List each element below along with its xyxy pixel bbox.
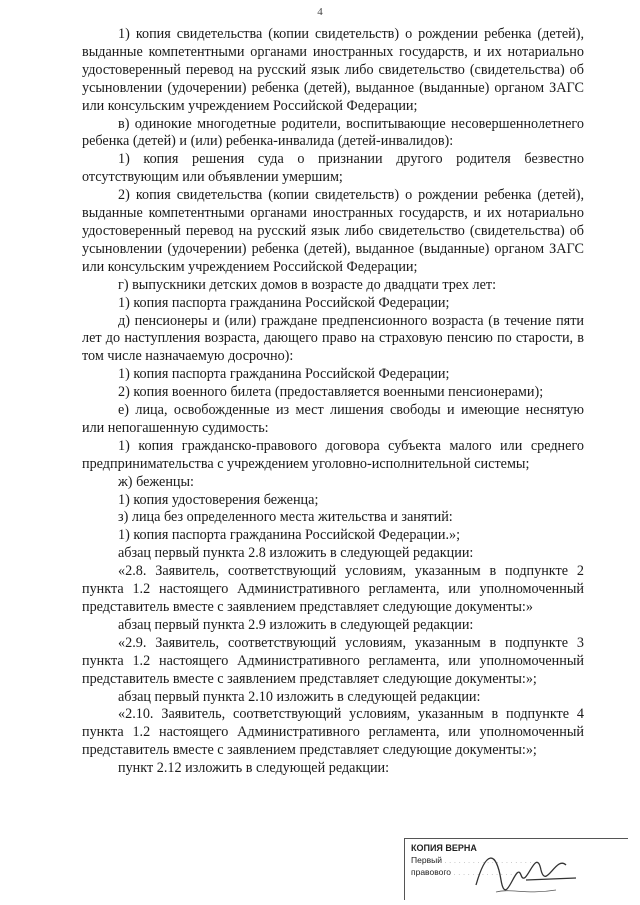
paragraph: в) одинокие многодетные родители, воспитывающие несовершеннолетнего ребенка (детей) и (или) ребенка-инвалида (детей-инвалидов): bbox=[82, 115, 584, 150]
paragraph: пункт 2.12 изложить в следующей редакции: bbox=[118, 760, 390, 777]
paragraph: «2.9. Заявитель, соответствующий условиям, указанным в подпункте 3 пункта 1.2 настоящего Административного регламента, или уполномоченный представитель вместе с заявлением представляет следующие документы:»; bbox=[82, 634, 584, 687]
paragraph: 1) копия паспорта гражданина Российской Федерации.»; bbox=[118, 527, 461, 544]
paragraph: абзац первый пункта 2.10 изложить в следующей редакции: bbox=[118, 688, 481, 705]
paragraph: 1) копия гражданско-правового договора субъекта малого или среднего предпринимательства с учреждением уголовно-исполнительной системы; bbox=[82, 437, 584, 472]
paragraph: 2) копия военного билета (предоставляется военными пенсионерами); bbox=[118, 384, 544, 401]
paragraph: г) выпускники детских домов в возрасте до двадцати трех лет: bbox=[118, 276, 497, 293]
stamp-line-1: Первый . . . . . . . . . . . . . . . . . . . bbox=[411, 855, 532, 865]
paragraph: 1) копия решения суда о признании другого родителя безвестно отсутствующим или объявлении умершим; bbox=[82, 151, 584, 186]
paragraph: 2) копия свидетельства (копии свидетельств) о рождении ребенка (детей), выданные компетентными органами иностранных государств, и их нотариально удостоверенный перевод на русский язык либо свидетельство (свидетельства) об усыновлении (удочерении) ребенка (детей), выданное (выданные) органом ЗАГС или консульским учреждением Российской Федерации; bbox=[82, 187, 584, 275]
paragraph: 1) копия паспорта гражданина Российской Федерации; bbox=[118, 294, 450, 311]
handwritten-signature bbox=[466, 840, 586, 900]
paragraph: 1) копия удостоверения беженца; bbox=[118, 491, 319, 508]
paragraph: ж) беженцы: bbox=[118, 473, 194, 490]
stamp-line-2: правового . . . . . . . . . . . . . . . bbox=[411, 867, 522, 877]
page-number: 4 bbox=[317, 6, 323, 18]
paragraph: «2.10. Заявитель, соответствующий условиям, указанным в подпункте 4 пункта 1.2 настоящего Административного регламента, или уполномоченный представитель вместе с заявлением представляет следующие документы:»; bbox=[82, 706, 584, 759]
document-body bbox=[82, 26, 584, 778]
paragraph: е) лица, освобожденные из мест лишения свободы и имеющие неснятую или непогашенную судимость: bbox=[82, 402, 584, 436]
paragraph: з) лица без определенного места жительства и занятий: bbox=[118, 509, 453, 526]
paragraph: д) пенсионеры и (или) граждане предпенсионного возраста (в течение пяти лет до наступления возраста, дающего право на страховую пенсию по старости, в том числе назначаемую досрочно): bbox=[82, 312, 584, 365]
paragraph: «2.8. Заявитель, соответствующий условиям, указанным в подпункте 2 пункта 1.2 настоящего Административного регламента, или уполномоченный представитель вместе с заявлением представляет следующие документы:» bbox=[82, 563, 584, 615]
paragraph: 1) копия паспорта гражданина Российской Федерации; bbox=[118, 366, 450, 383]
stamp-title: КОПИЯ ВЕРНА bbox=[411, 843, 477, 853]
paragraph: абзац первый пункта 2.9 изложить в следующей редакции: bbox=[118, 616, 474, 633]
paragraph: абзац первый пункта 2.8 изложить в следующей редакции: bbox=[118, 545, 474, 562]
paragraph: 1) копия свидетельства (копии свидетельств) о рождении ребенка (детей), выданные компетентными органами иностранных государств, и их нотариально удостоверенный перевод на русский язык либо свидетельство (свидетельства) об усыновлении (удочерении) ребенка (детей), выданное (выданные) органом ЗАГС или консульским учреждением Российской Федерации; bbox=[82, 26, 584, 114]
